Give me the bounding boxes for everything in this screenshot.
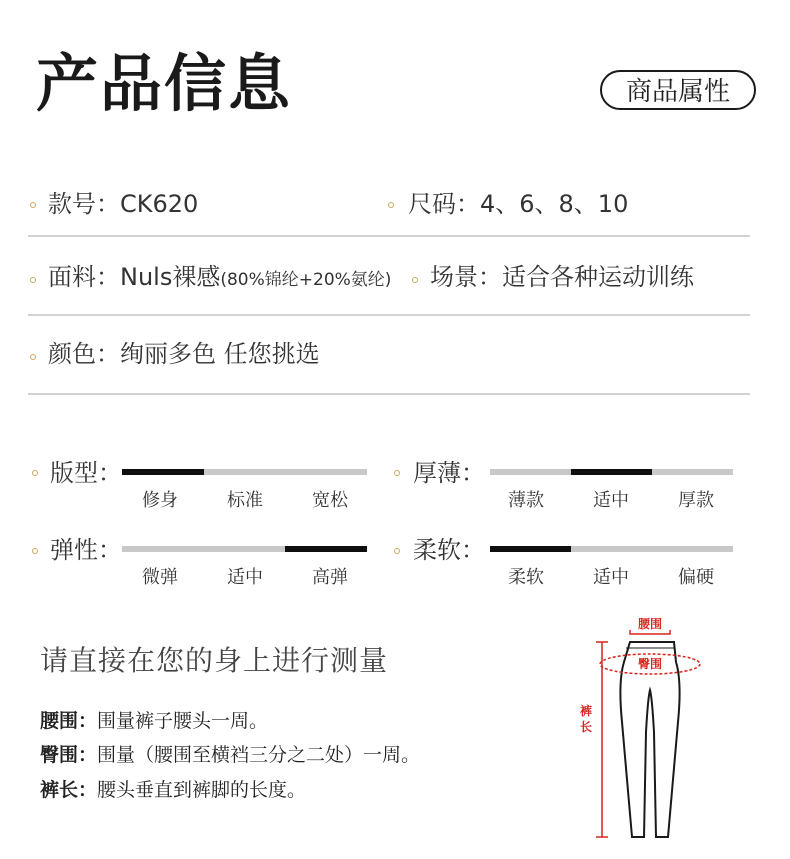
thickness-tick-medium: 适中 (593, 490, 629, 511)
divider (28, 314, 750, 316)
elasticity-tick-slight: 微弹 (142, 567, 178, 588)
measure-key: 裤长： (40, 779, 98, 801)
elasticity-scale-bar (122, 546, 367, 552)
measure-value: 围量（腰围至横裆三分之二处）一周。 (97, 744, 421, 766)
elasticity-label: 弹性： (50, 536, 122, 564)
fit-scale-indicator (122, 469, 204, 475)
thickness-scale-indicator (571, 469, 652, 475)
page-title: 产品信息 (36, 47, 293, 120)
measure-row-hip (40, 742, 420, 768)
fit-tick-slim: 修身 (142, 490, 178, 511)
divider (28, 393, 750, 395)
softness-tick-firm: 偏硬 (678, 567, 714, 588)
thickness-tick-thin: 薄款 (508, 490, 544, 511)
product-attributes-badge: 商品属性 (600, 70, 756, 110)
fit-tick-loose: 宽松 (312, 490, 348, 511)
bullet-icon (30, 354, 36, 360)
style-number: 款号：CK620 (48, 190, 199, 218)
fit-scale-bar (122, 469, 367, 475)
softness-scale-bar (490, 546, 733, 552)
bullet-icon (32, 470, 38, 476)
fabric-info (48, 262, 391, 295)
measure-key: 腰围： (40, 710, 98, 732)
thickness-tick-thick: 厚款 (678, 490, 714, 511)
color-info: 颜色：绚丽多色 任您挑选 (48, 340, 320, 368)
elasticity-tick-high: 高弹 (312, 567, 348, 588)
elasticity-tick-medium: 适中 (227, 567, 263, 588)
bullet-icon (412, 277, 418, 283)
softness-scale-indicator (490, 546, 571, 552)
size-options: 尺码：4、6、8、10 (408, 190, 629, 218)
softness-label: 柔软： (413, 536, 485, 564)
bullet-icon (394, 470, 400, 476)
bullet-icon (388, 202, 394, 208)
leggings-outline (620, 642, 679, 837)
bullet-icon (30, 202, 36, 208)
bullet-icon (30, 277, 36, 283)
hip-label: 臀围 (637, 657, 663, 671)
elasticity-scale-indicator (285, 546, 367, 552)
length-label-1: 裤 (579, 704, 593, 718)
softness-tick-medium: 适中 (593, 567, 629, 588)
measure-key: 臀围： (40, 744, 98, 766)
thickness-scale-bar (490, 469, 733, 475)
thickness-label: 厚薄： (413, 459, 485, 487)
measure-row-length (40, 777, 306, 803)
bullet-icon (32, 548, 38, 554)
measure-value: 腰头垂直到裤脚的长度。 (97, 779, 307, 801)
measure-value: 围量裤子腰头一周。 (97, 710, 269, 732)
waist-label: 腰围 (637, 617, 663, 631)
length-label-2: 长 (579, 720, 593, 734)
softness-tick-soft: 柔软 (508, 567, 544, 588)
fit-tick-regular: 标准 (227, 490, 263, 511)
divider (28, 235, 750, 237)
usage-scene: 场景：适合各种运动训练 (430, 263, 694, 291)
leggings-measurement-diagram (570, 612, 720, 847)
fabric-main: 面料：Nuls裸感 (48, 263, 221, 291)
measure-row-waist (40, 708, 268, 734)
measure-title: 请直接在您的身上进行测量 (40, 644, 389, 677)
fit-label: 版型： (50, 459, 122, 487)
bullet-icon (394, 548, 400, 554)
fabric-detail: (80%锦纶+20%氨纶) (220, 270, 392, 290)
